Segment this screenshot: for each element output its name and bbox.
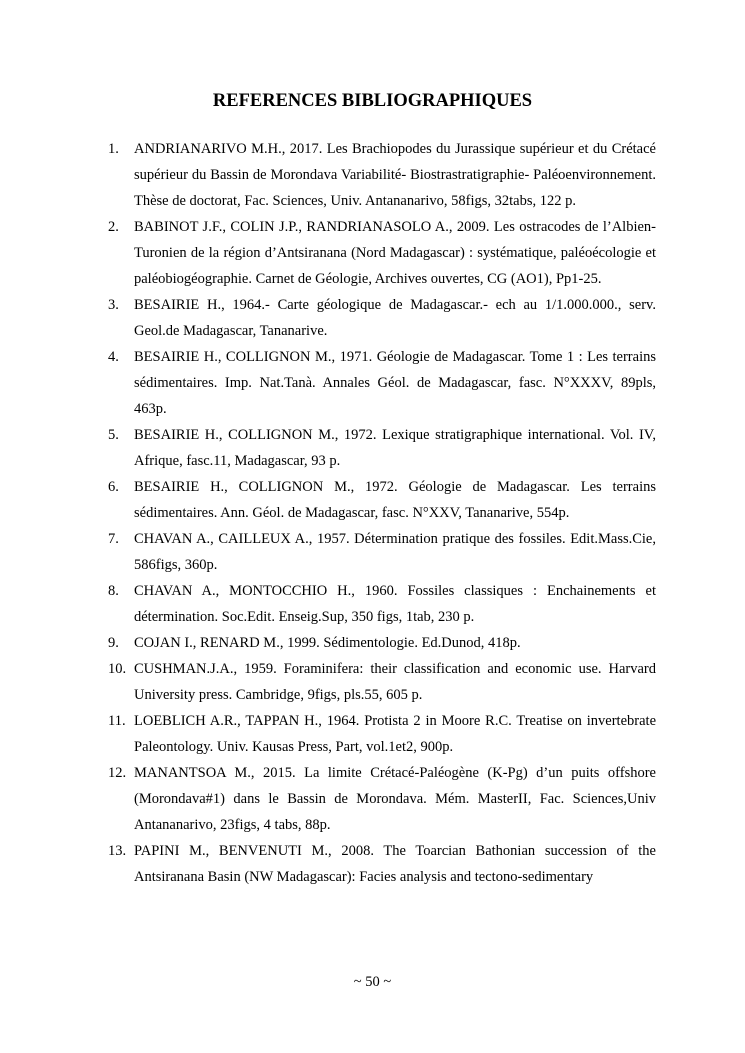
reference-number: 9.: [108, 635, 119, 651]
reference-text: PAPINI M., BENVENUTI M., 2008. The Toarcian Bathonian succession of the Antsiranana Basin (NW Madagascar): Facies analysis and tectono-sedimentary: [134, 843, 656, 885]
reference-text: CHAVAN A., MONTOCCHIO H., 1960. Fossiles classiques : Enchainements et détermination. Soc.Edit. Enseig.Sup, 350 figs, 1tab, 230 p.: [134, 583, 656, 625]
reference-text: MANANTSOA M., 2015. La limite Crétacé-Paléogène (K-Pg) d’un puits offshore (Morondava#1) dans le Bassin de Morondava. Mém. MasterII, Fac. Sciences,Univ Antananarivo, 23figs, 4 tabs, 88p.: [134, 765, 656, 833]
reference-number: 10.: [108, 661, 127, 677]
reference-number: 7.: [108, 531, 119, 547]
reference-text: COJAN I., RENARD M., 1999. Sédimentologie. Ed.Dunod, 418p.: [134, 635, 521, 651]
reference-number: 6.: [108, 479, 119, 495]
reference-item: [108, 422, 656, 474]
page-number: ~ 50 ~: [353, 974, 392, 990]
reference-list: [108, 136, 656, 890]
page-title: REFERENCES BIBLIOGRAPHIQUES: [212, 91, 533, 111]
reference-text: BESAIRIE H., COLLIGNON M., 1971. Géologie de Madagascar. Tome 1 : Les terrains sédimentaires. Imp. Nat.Tanà. Annales Géol. de Madagascar, fasc. N°XXXV, 89pls, 463p.: [134, 349, 656, 417]
reference-text: CUSHMAN.J.A., 1959. Foraminifera: their classification and economic use. Harvard University press. Cambridge, 9figs, pls.55, 605 p.: [134, 661, 656, 703]
reference-number: 13.: [108, 843, 127, 859]
reference-number: 12.: [108, 765, 127, 781]
reference-number: 11.: [108, 713, 126, 729]
reference-item: [108, 760, 656, 838]
reference-item: [108, 136, 656, 214]
reference-number: 2.: [108, 219, 119, 235]
reference-number: 3.: [108, 297, 119, 313]
reference-text: ANDRIANARIVO M.H., 2017. Les Brachiopodes du Jurassique supérieur et du Crétacé supérieur du Bassin de Morondava Variabilité- Biostrastratigraphie- Paléoenvironnement. Thèse de doctorat, Fac. Sciences, Univ. Antananarivo, 58figs, 32tabs, 122 p.: [134, 141, 656, 209]
reference-item: [108, 214, 656, 292]
reference-number: 5.: [108, 427, 119, 443]
reference-text: BESAIRIE H., COLLIGNON M., 1972. Géologie de Madagascar. Les terrains sédimentaires. Ann. Géol. de Madagascar, fasc. N°XXV, Tananarive, 554p.: [134, 479, 656, 521]
reference-item: [108, 344, 656, 422]
reference-item: [108, 526, 656, 578]
reference-item: [108, 474, 656, 526]
reference-text: LOEBLICH A.R., TAPPAN H., 1964. Protista 2 in Moore R.C. Treatise on invertebrate Paleontology. Univ. Kausas Press, Part, vol.1et2, 900p.: [134, 713, 656, 755]
reference-item: [108, 292, 656, 344]
reference-text: BESAIRIE H., COLLIGNON M., 1972. Lexique stratigraphique international. Vol. IV, Afrique, fasc.11, Madagascar, 93 p.: [134, 427, 656, 469]
reference-number: 1.: [108, 141, 119, 157]
reference-text: BABINOT J.F., COLIN J.P., RANDRIANASOLO A., 2009. Les ostracodes de l’Albien-Turonien de la région d’Antsiranana (Nord Madagascar) : systématique, paléoécologie et paléobiogéographie. Carnet de Géologie, Archives ouvertes, CG (AO1), Pp1-25.: [134, 219, 656, 287]
reference-number: 8.: [108, 583, 119, 599]
reference-item: [108, 838, 656, 890]
reference-item: [108, 656, 656, 708]
reference-text: CHAVAN A., CAILLEUX A., 1957. Détermination pratique des fossiles. Edit.Mass.Cie, 586figs, 360p.: [134, 531, 656, 573]
reference-text: BESAIRIE H., 1964.- Carte géologique de Madagascar.- ech au 1/1.000.000., serv. Geol.de Madagascar, Tananarive.: [134, 297, 656, 339]
reference-item: [108, 630, 656, 656]
reference-item: [108, 578, 656, 630]
reference-number: 4.: [108, 349, 119, 365]
reference-item: [108, 708, 656, 760]
